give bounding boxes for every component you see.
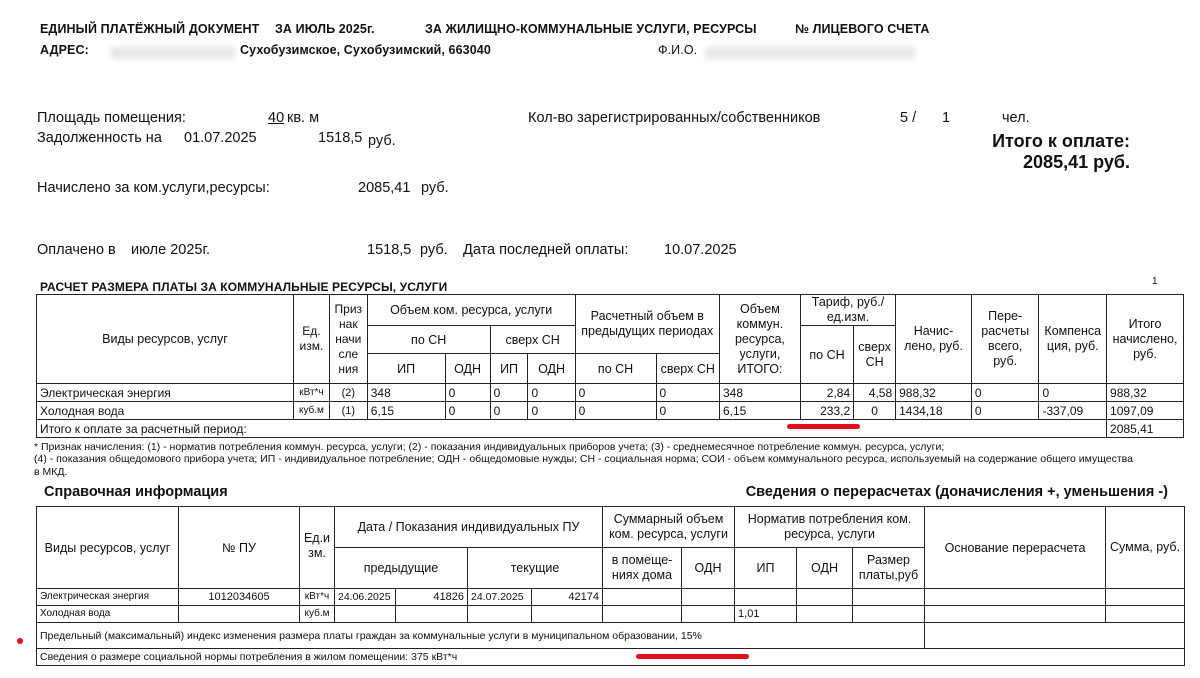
row-comp: -337,09: [1039, 402, 1107, 420]
ref-col-kind: Виды ресурсов, услуг: [37, 507, 179, 589]
ref-row-cur-val: 42174: [532, 589, 603, 606]
ref-col-readings: Дата / Показания индивидуальных ПУ: [335, 507, 603, 548]
address-value: Сухобузимское, Сухобузимский, 663040: [240, 43, 491, 57]
row-tariff-sn: 2,84: [800, 384, 853, 402]
ref-col-basis: Основание перерасчета: [925, 507, 1106, 589]
row-tariff-over: 0: [854, 402, 896, 420]
account-label: № ЛИЦЕВОГО СЧЕТА: [795, 22, 930, 36]
calc-total-value: 2085,41: [1107, 420, 1184, 438]
row-ip-over: 0: [490, 402, 528, 420]
page-number: 1: [1152, 276, 1158, 287]
note-line-2: (4) - показания общедомового прибора учета; ИП - индивидуальное потребление; ОДН - общедомовые нужды; СН - социальная норма; СОИ - объем коммунального ресурса, используемый на содержание общего имущества: [34, 453, 1133, 465]
ref-row-name: Электрическая энергия: [37, 589, 179, 606]
calc-col-compensation: Компенса ция, руб.: [1039, 295, 1107, 384]
calc-col-sign: Приз нак начи сле ния: [329, 295, 367, 384]
ref-row-name: Холодная вода: [37, 606, 179, 623]
row-prev-over: 0: [656, 384, 719, 402]
calc-col-calc-volume: Расчетный объем в предыдущих периодах: [575, 295, 719, 354]
social-norm-row: [37, 649, 1185, 666]
calc-col-total: Итого начислено, руб.: [1107, 295, 1184, 384]
area-value: 40: [268, 110, 285, 126]
ref-col-unit: Ед.и зм.: [300, 507, 335, 589]
ref-row-norm-ip: [735, 589, 797, 606]
row-total: 1097,09: [1107, 402, 1184, 420]
redacted-address: [110, 47, 235, 59]
calc-col-total-volume: Объем коммун. ресурса, услуги, ИТОГО:: [719, 295, 800, 384]
debt-label: Задолженность на: [37, 130, 162, 146]
ref-row-prev-val: 41826: [396, 589, 468, 606]
row-ip-sn: 348: [367, 384, 445, 402]
red-underline-index: [636, 654, 749, 659]
ref-col-norm-odn: ОДН: [797, 548, 853, 589]
row-prev-sn: 0: [575, 402, 656, 420]
row-ip-over: 0: [490, 384, 528, 402]
row-unit: кВт*ч: [294, 384, 330, 402]
ref-col-norm: Норматив потребления ком. ресурса, услуги: [735, 507, 925, 548]
paid-unit: руб.: [420, 242, 448, 258]
ref-row-norm-ip: 1,01: [735, 606, 797, 623]
paid-value: 1518,5: [367, 242, 412, 258]
calc-col-charged: Начис- лено, руб.: [896, 295, 972, 384]
ref-col-previous: предыдущие: [335, 548, 468, 589]
row-odn-sn: 0: [445, 384, 490, 402]
calc-total-label: Итого к оплате за расчетный период:: [37, 420, 1107, 438]
reference-table: [36, 506, 1185, 666]
residents-label: Кол-во зарегистрированных/собственников: [528, 110, 821, 126]
ref-row-cur-val: [532, 606, 603, 623]
row-charged: 988,32: [896, 384, 972, 402]
row-tariff-sn: 233,2: [800, 402, 853, 420]
ref-row-unit: куб.м: [300, 606, 335, 623]
fio-label: Ф.И.О.: [658, 43, 698, 57]
debt-value: 1518,5: [318, 130, 363, 146]
ref-row-prev-date: 24.06.2025: [335, 589, 396, 606]
total-label: Итого к оплате:: [992, 131, 1130, 151]
ref-col-odn: ОДН: [682, 548, 735, 589]
debt-unit: руб.: [368, 133, 396, 149]
total-value: 2085,41 руб.: [1023, 152, 1130, 172]
ref-col-size: Размер платы,руб: [853, 548, 925, 589]
charged-label: Начислено за ком.услуги,ресурсы:: [37, 180, 270, 196]
paid-label: Оплачено в: [37, 242, 116, 258]
charged-value: 2085,41: [358, 180, 411, 196]
owners-value: 1: [942, 110, 951, 126]
row-total-vol: 6,15: [719, 402, 800, 420]
row-sign: (1): [329, 402, 367, 420]
index-note-row: [37, 623, 1185, 649]
row-unit: куб.м: [294, 402, 330, 420]
ref-col-in-premises: в помеще- ниях дома: [603, 548, 682, 589]
address-label: АДРЕС:: [40, 43, 89, 57]
ref-row-meter: 1012034605: [179, 589, 300, 606]
calc-col-tariff-over-norm: сверх СН: [854, 326, 896, 384]
row-odn-sn: 0: [445, 402, 490, 420]
debt-date: 01.07.2025: [184, 130, 257, 146]
row-odn-over: 0: [528, 402, 575, 420]
red-bullet-mark: [17, 638, 23, 644]
row-comp: 0: [1039, 384, 1107, 402]
table-row: [37, 384, 1184, 402]
calc-col-volume: Объем ком. ресурса, услуги: [367, 295, 575, 326]
row-name: Электрическая энергия: [37, 384, 294, 402]
row-name: Холодная вода: [37, 402, 294, 420]
residents-value: 5 /: [900, 110, 917, 126]
row-prev-over: 0: [656, 402, 719, 420]
calc-col-tariff-by-norm: по СН: [800, 326, 853, 384]
ref-col-norm-ip: ИП: [735, 548, 797, 589]
red-underline-tariff: [787, 424, 860, 429]
last-payment-label: Дата последней оплаты:: [463, 242, 629, 258]
last-payment-date: 10.07.2025: [664, 242, 737, 258]
row-sign: (2): [329, 384, 367, 402]
row-tariff-over: 4,58: [854, 384, 896, 402]
redacted-fio: [705, 47, 915, 59]
calc-col-ip-over: ИП: [490, 354, 528, 384]
row-recalc: 0: [971, 384, 1039, 402]
row-odn-over: 0: [528, 384, 575, 402]
note-line-1: * Признак начисления: (1) - норматив потребления коммун. ресурса, услуги; (2) - показания индивидуальных приборов учета; (3) - среднемесячное потребление коммун. ресурса, услуги;: [34, 441, 945, 453]
row-recalc: 0: [971, 402, 1039, 420]
ref-row-cur-date: 24.07.2025: [468, 589, 532, 606]
recalc-title: Сведения о перерасчетах (доначисления +, уменьшения -): [745, 484, 1168, 500]
social-norm: Сведения о размере социальной нормы потребления в жилом помещении: 375 кВт*ч: [37, 649, 1185, 666]
calc-col-unit: Ед. изм.: [294, 295, 330, 384]
table-row: [37, 606, 1185, 623]
calc-col-prev-by-norm: по СН: [575, 354, 656, 384]
area-unit: кв. м: [287, 110, 320, 126]
doc-services: ЗА ЖИЛИЩНО-КОММУНАЛЬНЫЕ УСЛУГИ, РЕСУРСЫ: [425, 22, 757, 36]
ref-col-meter: № ПУ: [179, 507, 300, 589]
calc-col-odn-over: ОДН: [528, 354, 575, 384]
calc-col-ip: ИП: [367, 354, 445, 384]
note-line-3: в МКД.: [34, 466, 68, 478]
residents-unit: чел.: [1002, 110, 1030, 126]
doc-title: ЕДИНЫЙ ПЛАТЁЖНЫЙ ДОКУМЕНТ: [40, 22, 260, 36]
ref-row-cur-date: [468, 606, 532, 623]
calc-col-over-norm: сверх СН: [490, 326, 575, 354]
doc-period: ЗА ИЮЛЬ 2025г.: [275, 22, 375, 36]
row-total: 988,32: [1107, 384, 1184, 402]
row-ip-sn: 6,15: [367, 402, 445, 420]
row-prev-sn: 0: [575, 384, 656, 402]
calc-title: РАСЧЕТ РАЗМЕРА ПЛАТЫ ЗА КОММУНАЛЬНЫЕ РЕСУРСЫ, УСЛУГИ: [40, 280, 448, 294]
row-charged: 1434,18: [896, 402, 972, 420]
ref-row-prev-val: [396, 606, 468, 623]
ref-row-prev-date: [335, 606, 396, 623]
calc-col-kind: Виды ресурсов, услуг: [37, 295, 294, 384]
calc-table: [36, 294, 1184, 438]
charged-unit: руб.: [421, 180, 449, 196]
row-total-vol: 348: [719, 384, 800, 402]
calc-col-by-norm: по СН: [367, 326, 490, 354]
area-label: Площадь помещения:: [37, 110, 186, 126]
index-note: Предельный (максимальный) индекс изменения размера платы граждан за коммунальные услуги в муниципальном образовании, 15%: [37, 623, 925, 649]
ref-col-summary-volume: Суммарный объем ком. ресурса, услуги: [603, 507, 735, 548]
calc-col-odn: ОДН: [445, 354, 490, 384]
calc-col-recalc: Пере- расчеты всего, руб.: [971, 295, 1039, 384]
calc-col-tariff: Тариф, руб./ед.изм.: [800, 295, 895, 326]
calc-col-prev-over-norm: сверх СН: [656, 354, 719, 384]
ref-row-meter: [179, 606, 300, 623]
ref-col-sum: Сумма, руб.: [1106, 507, 1185, 589]
ref-row-unit: кВт*ч: [300, 589, 335, 606]
paid-month: июле 2025г.: [131, 242, 211, 258]
table-row: [37, 402, 1184, 420]
table-row: [37, 589, 1185, 606]
reference-title: Справочная информация: [44, 484, 228, 500]
calc-total-row: [37, 420, 1184, 438]
ref-col-current: текущие: [468, 548, 603, 589]
